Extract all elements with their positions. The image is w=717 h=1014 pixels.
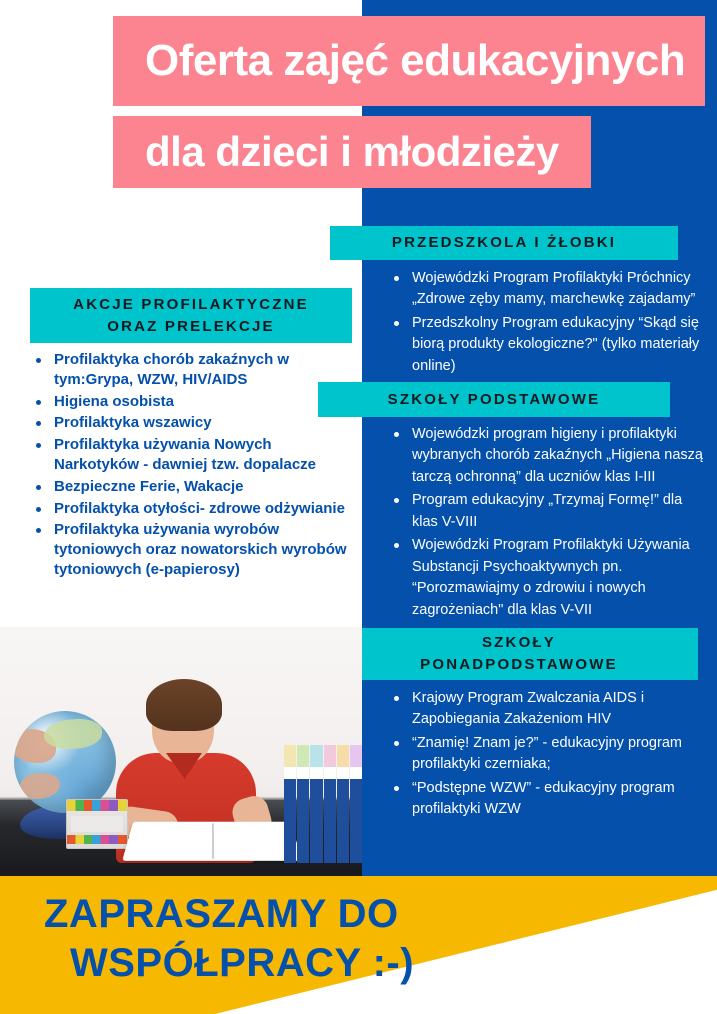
photo-book-volume (350, 745, 362, 863)
photo-encyclopedia-set (284, 745, 362, 863)
section-header-akcje (30, 288, 352, 343)
list-ponadpodstawowe (374, 688, 708, 823)
list-przedszkola (374, 268, 704, 379)
title-band-secondary (113, 116, 591, 188)
photo-globe-landmass (20, 773, 60, 799)
list-item: Profilaktyka wszawicy (36, 413, 356, 433)
photo-marker-caps (67, 800, 127, 811)
list-item: Krajowy Program Zwalczania AIDS i Zapobiegania Zakażeniom HIV (394, 688, 708, 731)
section-header-podstawowe (318, 382, 670, 417)
section-header-przedszkola (330, 226, 678, 260)
section-header-ponadpodstawowe (340, 628, 698, 680)
section-header-akcje-label-1: AKCJE PROFILAKTYCZNE (73, 295, 309, 313)
photo-book-volume (324, 745, 336, 863)
list-item: Higiena osobista (36, 392, 356, 412)
list-item: Profilaktyka otyłości- zdrowe odżywianie (36, 499, 356, 519)
footer-text (44, 890, 414, 988)
photo-marker-box (66, 799, 128, 849)
list-item: Bezpieczne Ferie, Wakacje (36, 477, 356, 497)
section-header-ponadpodstawowe-label-1: SZKOŁY (481, 634, 557, 652)
photo-book-volume (337, 745, 349, 863)
photo-globe (14, 711, 116, 813)
title-band-primary (113, 16, 705, 106)
list-item: “Znamię! Znam je?” - edukacyjny program profilaktyki czerniaka; (394, 733, 708, 776)
list-item: Profilaktyka używania Nowych Narkotyków - dawniej tzw. dopalacze (36, 435, 356, 475)
section-header-przedszkola-label: PRZEDSZKOLA I ŻŁOBKI (391, 234, 617, 252)
list-akcje (16, 350, 356, 582)
section-header-akcje-label-2: ORAZ PRELEKCJE (107, 317, 275, 335)
photo-book-volume (297, 745, 309, 863)
list-item: Przedszkolny Program edukacyjny “Skąd się biorą produkty ekologiczne?" (tylko materiały online) (394, 313, 704, 377)
photo-open-book (122, 822, 302, 861)
list-item: “Podstępne WZW” - edukacyjny program profilaktyki WZW (394, 778, 708, 821)
list-item: Profilaktyka chorób zakaźnych w tym:Grypa, WZW, HIV/AIDS (36, 350, 356, 390)
list-item: Profilaktyka używania wyrobów tytoniowych oraz nowatorskich wyrobów tytoniowych (e-papierosy) (36, 520, 356, 579)
photo-boy-reading (0, 627, 362, 884)
poster-title-line-2: dla dzieci i młodzieży (145, 128, 559, 175)
list-item: Program edukacyjny „Trzymaj Formę!” dla klas V-VIII (394, 490, 710, 533)
photo-boy-hair (146, 679, 222, 731)
photo-marker-label (71, 816, 123, 832)
footer-line-1: ZAPRASZAMY DO (44, 892, 399, 936)
list-item: Wojewódzki program higieny i profilaktyki wybranych chorób zakaźnych „Higiena naszą tarczą ochronną” dla uczniów klas I-III (394, 424, 710, 488)
footer-line-2: WSPÓŁPRACY :-) (70, 940, 415, 985)
list-podstawowe (374, 424, 710, 623)
poster-title-line-1: Oferta zajęć edukacyjnych (145, 36, 686, 85)
photo-book-volume (284, 745, 296, 863)
photo-marker-band (67, 835, 127, 844)
section-header-ponadpodstawowe-label-2: PONADPODSTAWOWE (420, 656, 618, 673)
footer-banner (0, 876, 717, 1014)
list-item: Wojewódzki Program Profilaktyki Próchnicy „Zdrowe zęby mamy, marchewkę zajadamy” (394, 268, 704, 311)
list-item: Wojewódzki Program Profilaktyki Używania Substancji Psychoaktywnych pn. “Porozmawiajmy o zdrowiu i nowych zagrożeniach" dla klas V-VII (394, 535, 710, 621)
section-header-podstawowe-label: SZKOŁY PODSTAWOWE (387, 390, 601, 408)
photo-book-volume (310, 745, 322, 863)
